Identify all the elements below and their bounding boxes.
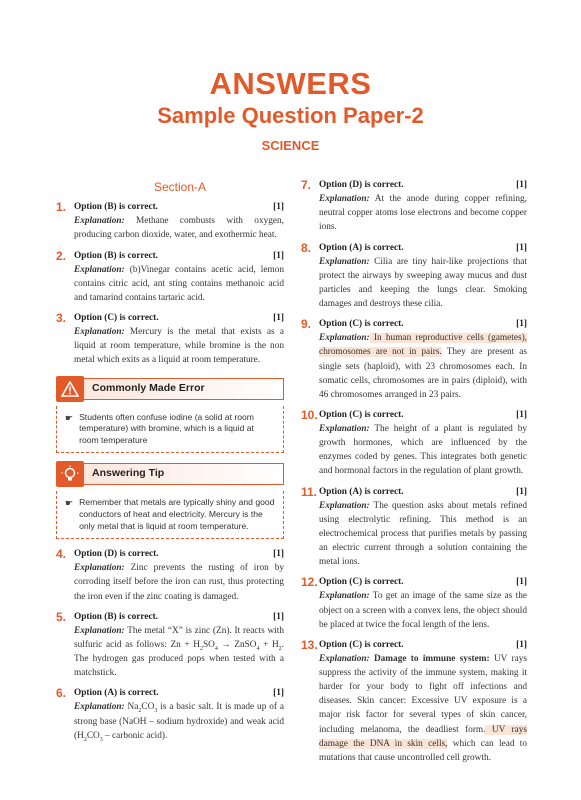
marks: [1] xyxy=(516,577,527,588)
common-error-box xyxy=(56,376,284,454)
question-number: 3. xyxy=(56,311,67,326)
bold-heading: Damage to immune system: xyxy=(369,653,490,664)
subscript: 2 xyxy=(199,645,203,652)
explanation-text: At the anode during copper refining, neutral copper atoms lose electrons and become copper ions. xyxy=(319,194,527,233)
answer-option: Option (C) is correct. xyxy=(319,577,404,588)
question-number: 7. xyxy=(301,178,312,192)
box-text: Students often confuse iodine (a solid at room temperature) with bromine, which is a liquid at room temperature xyxy=(79,411,254,445)
explanation-label: Explanation: xyxy=(319,653,370,664)
answer-option: Option (D) is correct. xyxy=(74,549,159,560)
question-number: 1. xyxy=(56,200,67,215)
explanation-text: The question asks about metals refined using electrolytic refining. This method is an electrochemical process that purifies metals by passing an electric current through a solution containing the metal ions. xyxy=(319,500,527,568)
marks: [1] xyxy=(516,319,527,330)
marks: [1] xyxy=(273,611,284,622)
marks: [1] xyxy=(516,409,527,420)
explanation-text: which can lead to mutations that cause uncontrolled cell growth. xyxy=(319,738,527,763)
answer-1 xyxy=(56,200,284,242)
subscript: 3 xyxy=(154,708,158,715)
explanation-text: UV rays suppress the activity of the immune system, making it harder for your body to fight off infections and diseases. Skin cancer: Excessive UV exposure is a major risk factor for several types of skin cancer, including melanoma, the deadliest form. xyxy=(319,653,528,735)
explanation-text: → ZnSO xyxy=(217,639,257,650)
answer-10 xyxy=(301,408,527,479)
explanation-label: Explanation: xyxy=(319,500,370,511)
explanation-text: To get an image of the same size as the object on a screen with a convex lens, the object should be placed at twice the focal length of the lens. xyxy=(319,591,527,630)
question-number: 8. xyxy=(301,240,312,255)
answer-6 xyxy=(56,686,284,743)
marks: [1] xyxy=(273,549,284,560)
pointer-icon: ☛ xyxy=(65,498,74,509)
marks: [1] xyxy=(273,688,284,699)
answer-12 xyxy=(301,575,527,632)
paper-subtitle: Sample Question Paper-2 xyxy=(157,103,424,128)
marks: [1] xyxy=(516,180,527,190)
box-title: Answering Tip xyxy=(84,463,284,485)
explanation-label: Explanation: xyxy=(74,625,125,636)
explanation-text: Mercury is the metal that exists as a liquid at room temperature, while bromine is the non metal which exits as a liquid at room temperature. xyxy=(74,327,284,366)
box-title: Commonly Made Error xyxy=(84,378,284,400)
answer-option: Option (C) is correct. xyxy=(74,313,159,324)
subscript: 3 xyxy=(99,736,103,743)
explanation-text: . The hydrogen gas produced pops when tested with a matchstick. xyxy=(74,639,284,679)
pointer-icon: ☛ xyxy=(65,412,74,423)
explanation-text: Methane combusts with oxygen, producing carbon dioxide, water, and exothermic heat. xyxy=(74,216,284,241)
subject-label: SCIENCE xyxy=(261,138,320,153)
explanation-text: (b)Vinegar contains acetic acid, lemon contains citric acid, ant sting contains methanoic acid and tamarind contains tartaric acid. xyxy=(74,264,284,303)
question-number: 9. xyxy=(301,317,312,332)
question-number: 10. xyxy=(301,407,318,422)
highlighted-text: In human reproductive cells (gametes), chromosomes are not in pairs. xyxy=(319,333,527,358)
explanation-text: SO xyxy=(202,639,215,650)
answer-13 xyxy=(301,638,527,765)
explanation-label: Explanation: xyxy=(319,194,370,205)
explanation-text: The height of a plant is regulated by growth hormones, which are influenced by the enzymes coded by genes. This integrates both genetic and hormonal factors in the regulation of plant growth. xyxy=(319,424,527,477)
subscript: 4 xyxy=(214,645,218,652)
question-number: 2. xyxy=(56,248,67,263)
answer-option: Option (A) is correct. xyxy=(74,688,159,699)
explanation-label: Explanation: xyxy=(74,563,125,574)
section-heading: Section-A xyxy=(153,180,207,194)
answer-option: Option (B) is correct. xyxy=(74,611,158,622)
explanation-text: The metal “X” is zinc (Zn). It reacts with sulfuric acid as follows: Zn + H xyxy=(74,625,284,650)
answer-4 xyxy=(56,547,284,604)
answer-option: Option (C) is correct. xyxy=(319,639,404,650)
answer-3 xyxy=(56,311,284,368)
answer-7 xyxy=(301,178,527,235)
answer-option: Option (B) is correct. xyxy=(74,202,158,213)
answer-5 xyxy=(56,610,284,681)
right-column xyxy=(301,178,527,771)
answer-8 xyxy=(301,241,527,312)
explanation-label: Explanation: xyxy=(74,216,125,227)
explanation-text: Zinc prevents the rusting of iron by corroding itself before the iron can rust, thus protecting the iron even if the zinc coating is damaged. xyxy=(74,563,284,602)
marks: [1] xyxy=(273,250,284,261)
question-number: 11. xyxy=(301,484,318,499)
question-number: 12. xyxy=(301,575,318,590)
explanation-text: – carbonic acid). xyxy=(102,730,168,741)
explanation-text: CO xyxy=(141,702,155,713)
explanation-text: They are present as single sets (haploid), with 23 chromosomes each. In somatic cells, chromosomes are in pairs (diploid), with 46 chromosomes arranged in 23 pairs. xyxy=(319,347,527,400)
subscript: 2 xyxy=(83,736,87,743)
marks: [1] xyxy=(273,313,284,324)
answer-option: Option (D) is correct. xyxy=(319,180,404,190)
explanation-text: Cilia are tiny hair-like projections that protect the airways by sweeping away mucus and dust particles and keeping the lungs clear. Smoking damages and destroys these cilia. xyxy=(319,256,527,309)
answer-option: Option (A) is correct. xyxy=(319,486,404,497)
answer-option: Option (C) is correct. xyxy=(319,319,404,330)
question-number: 5. xyxy=(56,609,67,624)
marks: [1] xyxy=(273,202,284,213)
warning-icon xyxy=(56,376,84,402)
answer-option: Option (B) is correct. xyxy=(74,250,158,261)
answer-2 xyxy=(56,249,284,306)
page-title: ANSWERS xyxy=(209,66,372,101)
subscript: 4 xyxy=(256,645,260,652)
box-text: Remember that metals are typically shiny and good conductors of heat and electricity. Mercury is the only metal that is liquid at room temperature. xyxy=(79,497,275,531)
highlighted-text: UV rays damage the DNA in skin cells, xyxy=(319,724,527,749)
explanation-label: Explanation: xyxy=(319,591,370,602)
explanation-label: Explanation: xyxy=(74,327,125,338)
explanation-text: CO xyxy=(86,730,100,741)
explanation-label: Explanation: xyxy=(319,424,370,434)
explanation-label: Explanation: xyxy=(319,333,370,344)
question-number: 4. xyxy=(56,547,67,562)
explanation-text: + H xyxy=(259,639,279,650)
answering-tip-box xyxy=(56,461,284,539)
marks: [1] xyxy=(516,486,527,497)
marks: [1] xyxy=(516,242,527,253)
explanation-text: Na xyxy=(124,702,139,713)
question-number: 13. xyxy=(301,637,318,652)
subscript: 2 xyxy=(278,645,282,652)
explanation-text: is a basic salt. It is made up of a strong base (NaOH – sodium hydroxide) and weak acid (H xyxy=(74,702,284,741)
lightbulb-icon xyxy=(56,461,84,487)
subscript: 2 xyxy=(138,708,142,715)
answer-11 xyxy=(301,485,527,570)
answer-option: Option (C) is correct. xyxy=(319,409,404,420)
explanation-label: Explanation: xyxy=(319,256,370,267)
left-column xyxy=(56,178,284,749)
marks: [1] xyxy=(516,639,527,650)
answer-option: Option (A) is correct. xyxy=(319,242,404,253)
explanation-label: Explanation: xyxy=(74,702,125,713)
answer-9 xyxy=(301,317,527,402)
explanation-label: Explanation: xyxy=(74,264,125,275)
question-number: 6. xyxy=(56,686,67,701)
